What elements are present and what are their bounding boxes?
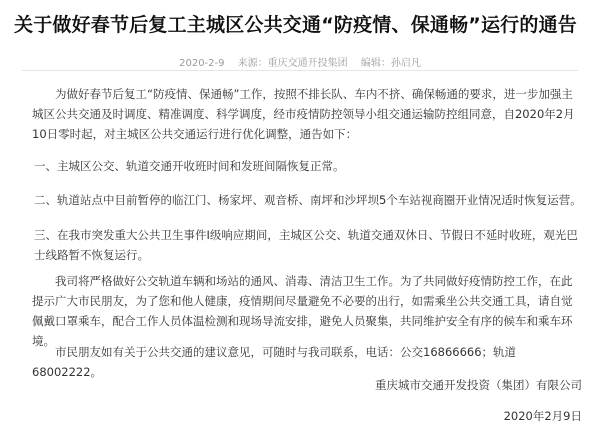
article-source: 来源：重庆交通开投集团 [237,58,348,69]
item-3-paragraph: 三、在我市突发重大公共卫生事件I级响应期间，主城区公交、轨道交通双休日、节假日不延时收班，观光巴士线路暂不恢复运行。 [34,228,578,262]
publish-date: 2020-2-9 [179,58,225,69]
signature-organization: 重庆城市交通开发投资（集团）有限公司 [375,378,582,392]
item-2-paragraph: 二、轨道站点中目前暂停的临江门、杨家坪、观音桥、南坪和沙坪坝5个车站视商圈开业情况适时恢复运营。 [34,193,582,207]
contact-paragraph: 市民朋友如有关于公共交通的建议意见，可随时与我司联系，电话：公交16866666；轨道68002222。 [32,345,517,379]
notice-paragraph: 我司将严格做好公交轨道车辆和场站的通风、消毒、清洁卫生工作。为了共同做好疫情防控工作，在此提示广大市民朋友，为了您和他人健康，疫情期间尽量避免不必要的出行，如需乘坐公共交通工具，请自觉佩戴口罩乘车，配合工作人员体温检测和现场导流安排，避免人员聚集，共同维护安全有序的候车和乘车环境。 [32,274,573,348]
item-1-paragraph: 一、主城区公交、轨道交通开收班时间和发班间隔恢复正常。 [34,159,345,173]
article-title: 关于做好春节后复工主城区公共交通“防疫情、保通畅”运行的通告 [14,14,577,36]
article-meta [0,54,600,69]
article-editor: 编辑：孙启凡 [360,58,421,69]
signature-date: 2020年2月9日 [503,409,582,423]
divider [22,70,578,71]
intro-paragraph: 为做好春节后复工“防疫情、保通畅”工作，按照不排长队、车内不挤、确保畅通的要求，进一步加强主城区公共交通及时调度、精准调度、科学调度，经市疫情防控领导小组交通运输防控组同意，自2020年2月10日零时起，对主城区公共交通运行进行优化调整，通告如下： [32,87,575,141]
